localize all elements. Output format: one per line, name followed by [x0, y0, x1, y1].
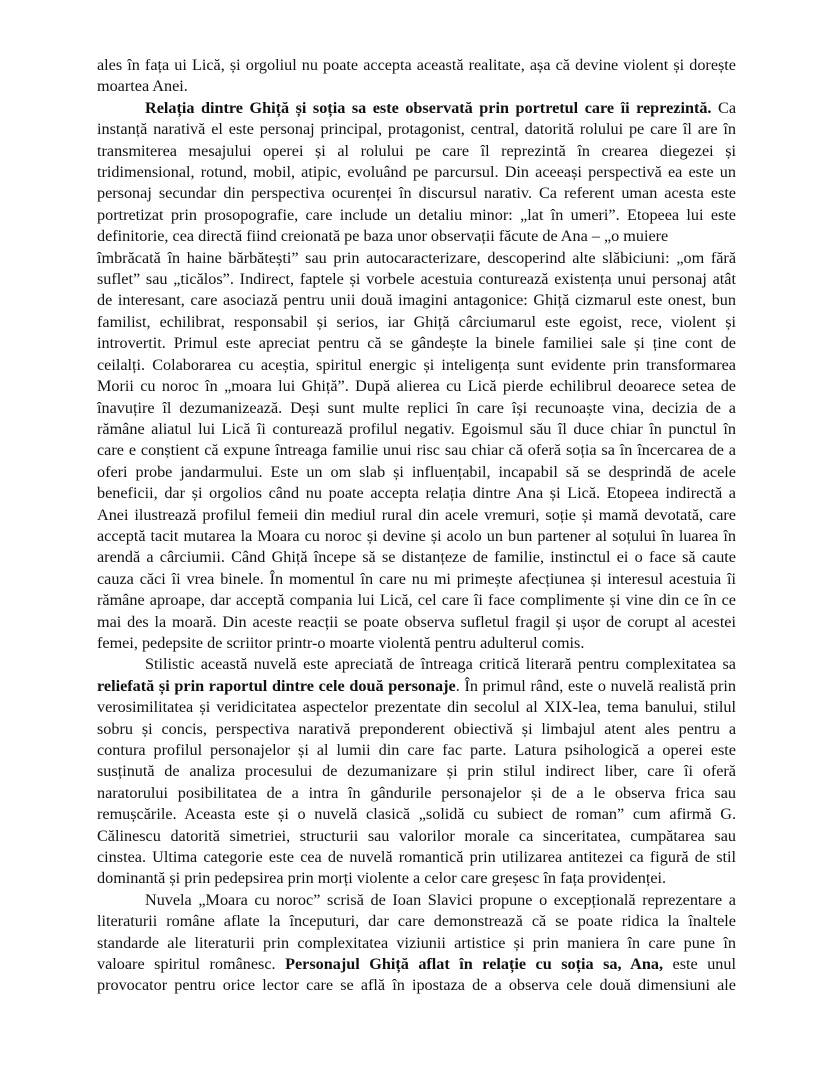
text-run: remușcările. Aceasta este și o nuvelă clasică „solidă cu subiect de roman” cum afirmă G. — [97, 805, 736, 824]
text-run: ceilalți. Colaborarea cu aceștia, spiritul energic și inteligența sunt evidente prin transformarea — [97, 355, 736, 374]
text-line — [97, 911, 736, 932]
text-run: femei, pedepsite de scriitor printr-o moarte violentă pentru adulterul comis. — [97, 633, 585, 652]
text-run: Stilistic această nuvelă este apreciată de întreaga critică literară pentru complexitatea sa — [145, 655, 736, 674]
text-line — [97, 141, 736, 162]
text-line — [97, 440, 736, 461]
text-run: arendă a cârciumii. Când Ghiță începe să se distanțeze de familie, instinctul ei o face să caute — [97, 548, 736, 567]
text-line — [97, 183, 736, 204]
text-line — [97, 355, 736, 376]
bold-text: reliefată și prin raportul dintre cele două personaje — [97, 676, 456, 695]
text-run: sobru și concis, perspectiva narativă preponderent obiectivă și limbajul atent ales pentru a — [97, 719, 736, 738]
text-line — [97, 868, 736, 889]
text-run: standarde ale literaturii prin complexitatea viziunii artistice și prin maniera în care pune în — [97, 933, 736, 952]
text-line — [97, 547, 736, 568]
text-line — [97, 505, 736, 526]
text-run: dominantă și prin pedepsirea prin morți violente a celor care greșesc în fața providenței. — [97, 869, 667, 888]
text-run: provocator pentru orice lector care se află în ipostaza de a observa cele două dimensiuni ale — [97, 976, 736, 995]
text-run: suflet” sau „ticălos”. Indirect, faptele și vorbele acestuia conturează existența unui personaj atât — [97, 270, 736, 289]
text-run: beneficii, dar și orgolios când nu poate accepta relația dintre Ana și Lică. Etopeea indirectă a — [97, 484, 736, 503]
text-line — [97, 162, 736, 183]
text-run: înavuțire îl dezumanizează. Deși sunt multe replici în care își recunoaște vina, decizia de a — [97, 398, 736, 417]
paragraph — [97, 55, 736, 98]
paragraph — [97, 98, 736, 655]
text-run: verosimilitatea și veridicitatea aspectelor prezentate din secolul al XIX-lea, tema banului, stilul — [97, 698, 736, 717]
text-line — [97, 676, 736, 697]
text-run: tridimensional, rotund, mobil, atipic, evoluând pe parcursul. Din aceeași perspectivă ea este un — [97, 163, 736, 182]
text-line — [97, 847, 736, 868]
bold-text: Personajul Ghiță aflat în relație cu soția sa, Ana, — [285, 955, 664, 974]
text-run: Călinescu datorită simetriei, structurii sau valorilor morale ca sinceritatea, cumpătarea sau — [97, 826, 736, 845]
text-line — [97, 783, 736, 804]
text-line — [97, 719, 736, 740]
text-run: rămâne aproape, dar acceptă compania lui Lică, cel care îi face complimente și vine din ce în ce — [97, 591, 736, 610]
text-line — [97, 290, 736, 311]
text-run: transmiterea mesajului operei și al rolului pe care îl reprezintă în crearea diegezei și — [97, 141, 736, 160]
text-run: rămâne aliatul lui Lică îi conturează profilul negativ. Egoismul său îl duce chiar în punctul în — [97, 419, 736, 438]
text-run: Ca — [711, 98, 736, 117]
text-line — [97, 333, 736, 354]
text-run: . În primul rând, este o nuvelă realistă prin — [455, 676, 737, 695]
text-run: instanță narativă el este personaj principal, protagonist, central, datorită rolului pe care îl are în — [97, 120, 736, 139]
bold-text: Relația dintre Ghiță și soția sa este observată prin portretul care îi reprezintă. — [145, 98, 712, 117]
text-line — [97, 205, 736, 226]
text-line — [97, 398, 736, 419]
text-line — [97, 119, 736, 140]
text-line — [97, 55, 736, 76]
text-line — [97, 933, 736, 954]
text-line — [97, 740, 736, 761]
text-line — [97, 419, 736, 440]
text-run: mai des la moară. Din aceste reacții se poate observa sufletul fragil și ușor de corupt al acestei — [97, 612, 736, 631]
text-line — [97, 269, 736, 290]
text-line — [97, 569, 736, 590]
text-run: care e conștient că expune întreaga familie unui risc sau chiar că oferă soția sa în încercarea de a — [97, 441, 736, 460]
text-line — [97, 526, 736, 547]
text-line — [97, 483, 736, 504]
text-run: valoare spiritul românesc. — [97, 955, 286, 974]
text-line — [97, 462, 736, 483]
text-run: personaj secundar din perspectiva ocurenței în discursul narativ. Ca referent uman acesta este — [97, 184, 736, 203]
text-run: ales în fața ui Lică, și orgoliul nu poate accepta această realitate, așa că devine violent și dorește — [97, 56, 736, 74]
body-text — [97, 55, 736, 997]
text-line — [97, 697, 736, 718]
text-run: îmbrăcată în haine bărbătești” sau prin autocaracterizare, descoperind alte slăbiciuni: „om fără — [97, 248, 736, 267]
text-run: contura profilul personajelor și al lumii din care fac parte. Latura psihologică a operei este — [97, 741, 736, 759]
text-run: introvertit. Primul este apreciat pentru că se gândește la binele familiei sale și ține cont de — [97, 334, 736, 353]
text-line — [97, 975, 736, 996]
text-run: literaturii române aflate la începuturi, dar care demonstrează că se poate ridica la înaltele — [97, 912, 736, 931]
text-line — [97, 226, 736, 247]
text-line — [97, 76, 736, 97]
text-line — [97, 654, 736, 675]
text-run: oferi probe jandarmului. Este un om slab și influențabil, incapabil să se desprindă de acele — [97, 462, 736, 481]
text-line — [97, 312, 736, 333]
text-line — [97, 633, 736, 654]
text-line — [97, 248, 736, 269]
paragraph — [97, 890, 736, 997]
text-run: cinstea. Ultima categorie este cea de nuvelă romantică prin utilizarea antitezei ca figură de stil — [97, 848, 736, 867]
text-run: Anei ilustrează profilul femeii din mediul rural din acele vremuri, soție și mamă devotată, care — [97, 505, 736, 524]
text-run: susținută de analiza procesului de dezumanizare și prin stilul indirect liber, care îi oferă — [97, 762, 736, 781]
text-run: acceptă tacit mutarea la Moara cu noroc și devine și acolo un bun partener al soțului în luarea în — [97, 526, 736, 545]
text-line — [97, 590, 736, 611]
text-line — [97, 612, 736, 633]
paragraph — [97, 654, 736, 889]
text-run: familist, echilibrat, responsabil și serios, iar Ghiță cârciumarul este egoist, rece, violent și — [97, 312, 736, 331]
text-line — [97, 826, 736, 847]
text-line — [97, 761, 736, 782]
text-run: de interesant, care asociază pentru unii două imagini antagonice: Ghiță cizmarul este onest, bun — [97, 291, 736, 310]
text-run: Morii cu noroc în „moara lui Ghiță”. După alierea cu Lică pierde echilibrul deoarece setea de — [97, 377, 736, 396]
text-run: moartea Anei. — [97, 77, 188, 96]
text-run: este unul — [663, 955, 736, 974]
text-run: Nuvela „Moara cu noroc” scrisă de Ioan Slavici propune o excepțională reprezentare a — [145, 890, 736, 909]
text-line — [97, 890, 736, 911]
text-run: portretizat prin prosopografie, care include un detaliu minor: „lat în umeri”. Etopeea lui este — [97, 205, 736, 224]
text-run: naratorului posibilitatea de a intra în gândurile personajelor și de a le observa frica sau — [97, 783, 736, 802]
text-line — [97, 376, 736, 397]
text-run: definitorie, cea directă fiind creionată pe baza unor observații făcute de Ana – „o muiere — [97, 227, 669, 246]
text-line — [97, 804, 736, 825]
text-line — [97, 954, 736, 975]
text-run: cauza căci îi vrea binele. În momentul în care nu mi primește afecțiunea și interesul acestuia îi — [97, 569, 736, 588]
text-line — [97, 98, 736, 119]
